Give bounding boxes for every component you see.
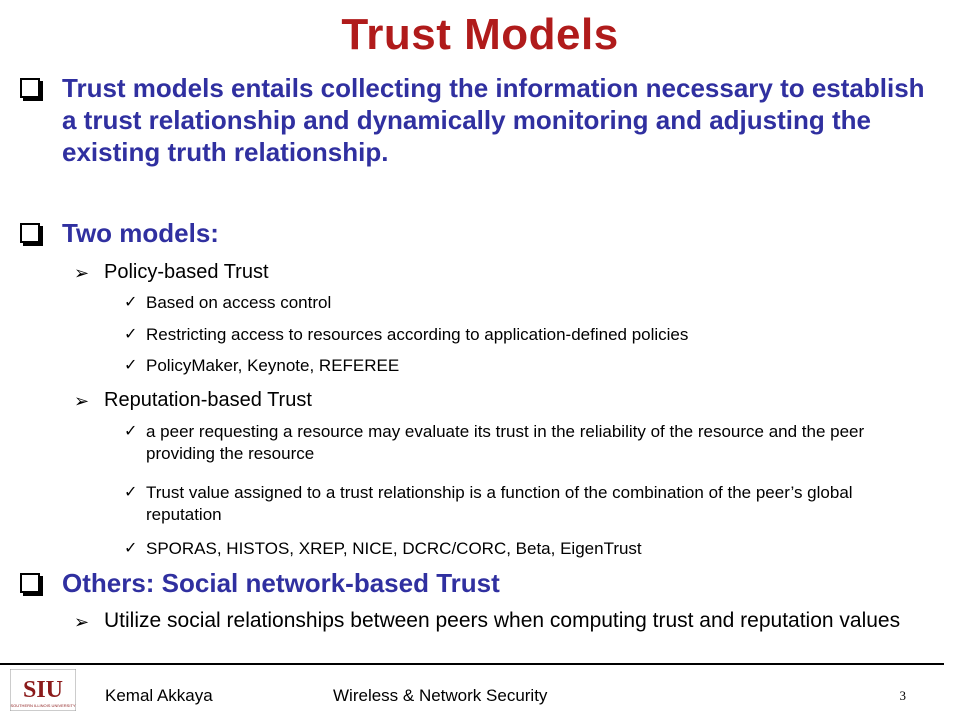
check-item <box>124 538 924 560</box>
sub-bullet-text: Reputation-based Trust <box>104 389 312 411</box>
square-bullet-icon <box>20 223 40 243</box>
check-text: SPORAS, HISTOS, XREP, NICE, DCRC/CORC, Beta, EigenTrust <box>146 539 642 558</box>
checkmark-icon: ✓ <box>124 484 138 501</box>
checkmark-icon: ✓ <box>124 357 138 374</box>
arrow-bullet-icon: ➢ <box>74 612 90 632</box>
sub-bullet-text: Policy-based Trust <box>104 261 269 283</box>
bullet-item <box>20 217 930 249</box>
footer-author: Kemal Akkaya <box>105 686 213 705</box>
slide-title: Trust Models <box>341 10 619 59</box>
check-item <box>124 355 924 377</box>
arrow-bullet-icon: ➢ <box>74 391 90 411</box>
bullet-text: Trust models entails collecting the information necessary to establish a trust relationship and dynamically monitoring and adjusting the existing truth relationship. <box>62 73 925 167</box>
check-text: Restricting access to resources according to application-defined policies <box>146 325 689 344</box>
check-item <box>124 292 924 314</box>
footer-course: Wireless & Network Security <box>333 686 548 705</box>
sub-bullet-item <box>74 259 924 285</box>
svg-text:SOUTHERN ILLINOIS UNIVERSITY: SOUTHERN ILLINOIS UNIVERSITY <box>10 703 76 708</box>
check-item <box>124 324 924 346</box>
arrow-bullet-icon: ➢ <box>74 263 90 283</box>
checkmark-icon: ✓ <box>124 423 138 440</box>
check-item <box>124 482 924 526</box>
sub-bullet-item <box>74 608 924 634</box>
bullet-item <box>20 72 930 168</box>
check-text: PolicyMaker, Keynote, REFEREE <box>146 356 400 375</box>
sub-bullet-text: Utilize social relationships between peers when computing trust and reputation values <box>104 609 901 632</box>
check-item <box>124 421 924 465</box>
square-bullet-icon <box>20 78 40 98</box>
footer-divider <box>0 663 944 665</box>
checkmark-icon: ✓ <box>124 540 138 557</box>
siu-logo <box>10 669 76 711</box>
sub-bullet-item <box>74 387 924 413</box>
bullet-text: Others: Social network-based Trust <box>62 568 500 598</box>
bullet-text: Two models: <box>62 218 219 248</box>
bullet-item <box>20 567 930 599</box>
svg-text:SIU: SIU <box>22 677 64 703</box>
check-text: Trust value assigned to a trust relationship is a function of the combination of the peer’s global reputation <box>146 483 853 524</box>
checkmark-icon: ✓ <box>124 294 138 311</box>
checkmark-icon: ✓ <box>124 326 138 343</box>
square-bullet-icon <box>20 573 40 593</box>
page-number: 3 <box>899 688 906 703</box>
check-text: a peer requesting a resource may evaluate its trust in the reliability of the resource and the peer providing the resource <box>146 422 865 463</box>
check-text: Based on access control <box>146 293 332 312</box>
